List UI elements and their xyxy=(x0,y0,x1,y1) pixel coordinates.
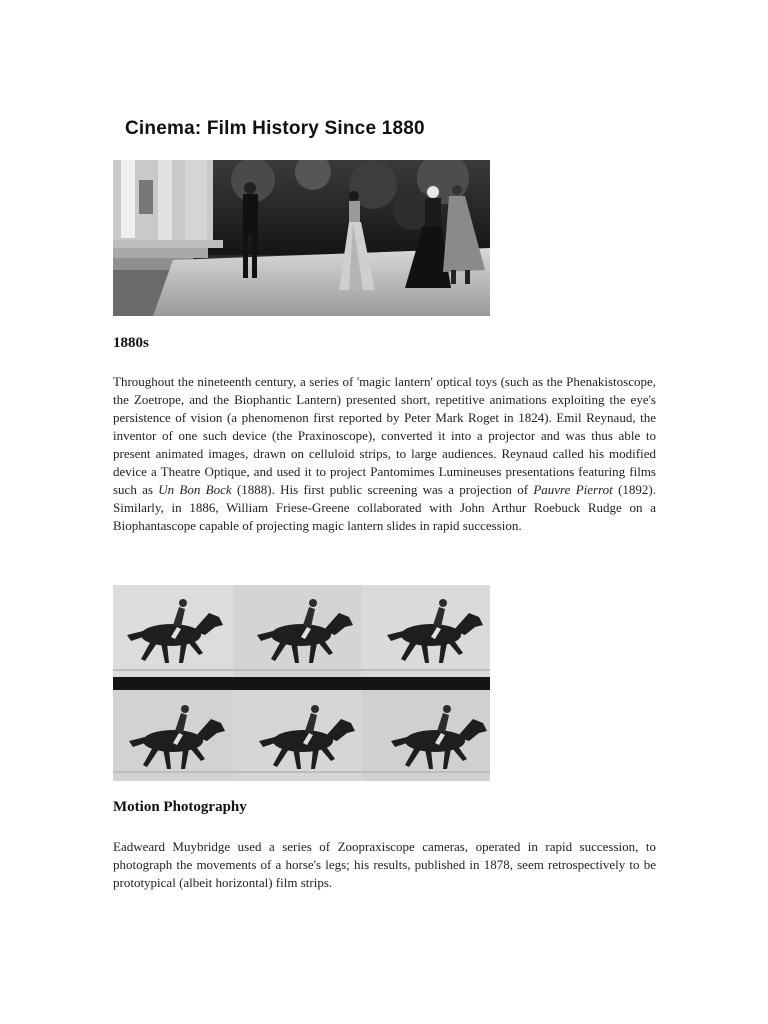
section-heading-1880s: 1880s xyxy=(113,335,149,351)
paragraph-motion-photography: Eadweard Muybridge used a series of Zoopraxiscope cameras, operated in rapid succession, to photograph the movements of a horse's legs; his results, published in 1878, seem retrospectively to be prototypical (albeit horizontal) film strips. xyxy=(113,839,656,890)
paragraph-1880s: Throughout the nineteenth century, a series of 'magic lantern' optical toys (such as the Phenakistoscope, the Zoetrope, and the Biophantic Lantern) presented short, repetitive animations exploiting the eye's persistence of vision (a phenomenon first reported by Peter Mark Roget in 1824). Emil Reynaud, the inventor of one such device (the Praxinoscope), converted it into a projector and was thus able to present animated images, drawn on celluloid strips, to large audiences. Reynaud called his modified device a Theatre Optique, and used it to project Pantomimes Lumineuses presentations featuring films such as Un Bon Bock (1888). His first public screening was a projection of Pauvre Pierrot (1892). Similarly, in 1886, William Friese-Greene collaborated with John Arthur Roebuck Rudge on a Biophantascope capable of projecting magic lantern slides in rapid succession. xyxy=(113,374,656,533)
section-heading-motion-photography: Motion Photography xyxy=(113,799,247,815)
page-title: Cinema: Film History Since 1880 xyxy=(125,118,425,139)
garden-scene-photo xyxy=(113,160,490,316)
horse-motion-sequence-photo xyxy=(113,585,490,781)
